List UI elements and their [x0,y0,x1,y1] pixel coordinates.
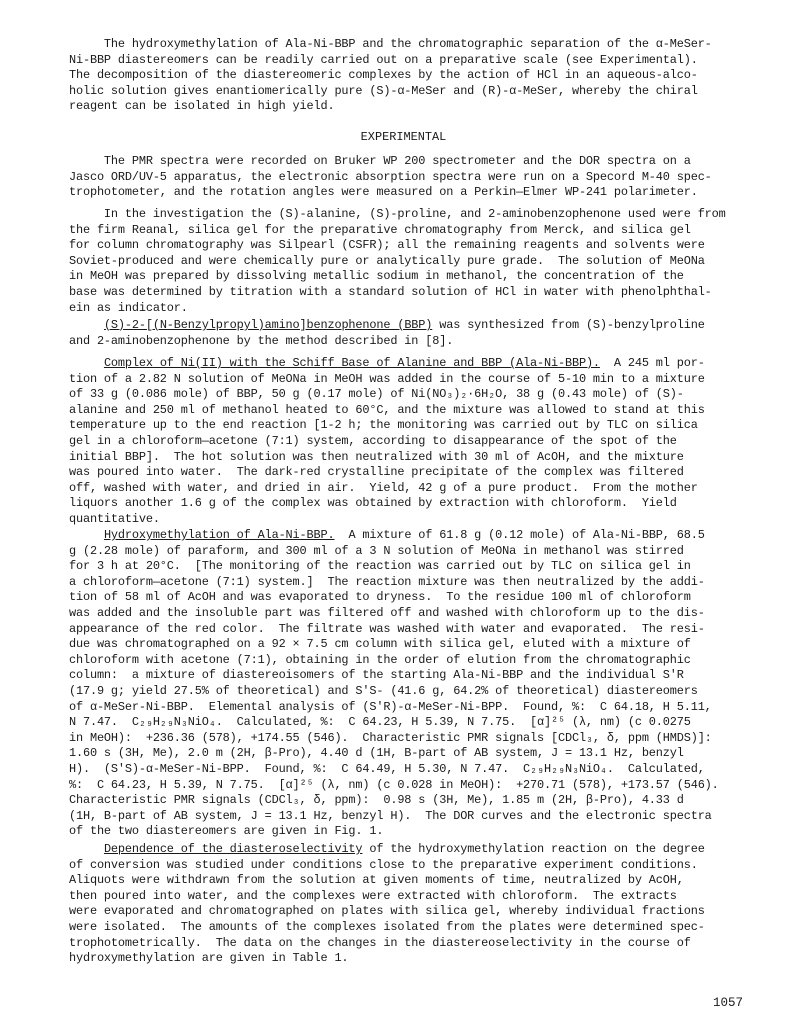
text-line: was added and the insoluble part was filtered off and washed with chloroform up to the dis- [69,605,705,620]
text-line: the firm Reanal, silica gel for the preparative chromatography from Merck, and silica gel [69,222,691,237]
paragraph-title: (S)-2-[(N-Benzylpropyl)amino]benzophenone (BBP) [103,318,433,332]
text-line: of 33 g (0.086 mole) of BBP, 50 g (0.17 mole) of Ni(NO₃)₂·6H₂O, 38 g (0.43 mole) of (S)- [69,387,684,402]
complex-paragraph [69,356,749,528]
text-line: were isolated. The amounts of the complexes isolated from the plates were determined spec- [69,919,705,934]
text-line: and 2-aminobenzophenone by the method described in [8]. [69,333,454,348]
text-line: The hydroxymethylation of Ala-Ni-BBP and the chromatographic separation of the α-MeSer- [69,37,712,51]
text-line: was poured into water. The dark-red crystalline precipitate of the complex was filtered [69,465,684,480]
text-line: base was determined by titration with a standard solution of HCl in water with phenolphthal- [69,284,712,299]
text-line: chloroform with acetone (7:1), obtaining in the order of elution from the chromatographic [69,652,691,667]
page-number: 1057 [713,996,744,1010]
text-line: for 3 h at 20°C. [The monitoring of the reaction was carried out by TLC on silica gel in [69,559,691,574]
text-line: (17.9 g; yield 27.5% of theoretical) and S'S- (41.6 g, 64.2% of theoretical) diastereomers [69,683,698,698]
text-line: hydroxymethylation are given in Table 1. [69,951,349,966]
text-line: initial BBP]. The hot solution was then neutralized with 30 ml of AcOH, and the mixture [69,449,684,464]
text-line: were evaporated and chromatographed on plates with silica gel, whereby individual fractions [69,904,705,919]
text-line: holic solution gives enantiomerically pure (S)-α-MeSer and (R)-α-MeSer, whereby the chiral [69,83,698,98]
bbp-paragraph [69,318,749,349]
text-line: of conversion was studied under conditions close to the preparative experiment conditions. [69,857,698,872]
paragraph-title: Complex of Ni(II) with the Schiff Base of Alanine and BBP (Ala-Ni-BBP). [103,356,600,370]
text-line: ein as indicator. [69,300,188,315]
text-line: appearance of the red color. The filtrate was washed with water and evaporated. The resi- [69,621,705,636]
text-line: Soviet-produced and were chemically pure or analytically pure grade. The solution of MeONa [69,253,705,268]
text-line: %: C 64.23, H 5.39, N 7.75. [α]²⁵ (λ, nm) (c 0.028 in MeOH): +270.71 (578), +173.57 (546). [69,777,719,792]
text-line [69,528,749,544]
text-run: was synthesized from (S)-benzylproline [432,318,705,332]
text-line [69,842,749,858]
text-line: H). (S'S)-α-MeSer-Ni-BPP. Found, %: C 64.49, H 5.30, N 7.47. C₂₉H₂₉N₃NiO₄. Calculated, [69,761,705,776]
text-line: liquors another 1.6 g of the complex was obtained by extraction with chloroform. Yield [69,496,677,511]
text-line [69,356,749,372]
text-run: of the hydroxymethylation reaction on the degree [362,842,705,856]
text-line: in MeOH was prepared by dissolving metallic sodium in methanol, the concentration of the [69,269,684,284]
text-line: temperature up to the end reaction [1-2 h; the monitoring was carried out by TLC on silica [69,418,698,433]
text-run: A mixture of 61.8 g (0.12 mole) of Ala-Ni-BBP, 68.5 [334,528,705,542]
text-line: quantitative. [69,511,160,526]
text-line: (1H, B-part of AB system, J = 13.1 Hz, benzyl H). The DOR curves and the electronic spectra [69,808,712,823]
text-line: column: a mixture of diastereoisomers of the starting Ala-Ni-BBP and the individual S'R [69,668,684,683]
hydroxymethylation-paragraph [69,528,749,840]
text-line: trophotometrically. The data on the changes in the diastereoselectivity in the course of [69,935,691,950]
text-line: gel in a chloroform—acetone (7:1) system, according to disappearance of the spot of the [69,433,677,448]
text-line: 1.60 s (3H, Me), 2.0 m (2H, β-Pro), 4.40 d (1H, B-part of AB system, J = 13.1 Hz, benzyl [69,746,684,761]
text-line: N 7.47. C₂₉H₂₉N₃NiO₄. Calculated, %: C 64.23, H 5.39, N 7.75. [α]²⁵ (λ, nm) (c 0.0275 [69,715,691,730]
text-line: Aliquots were withdrawn from the solution at given moments of time, neutralized by AcOH, [69,873,684,888]
dependence-paragraph [69,842,749,967]
text-line [69,318,749,334]
text-line: a chloroform—acetone (7:1) system.] The reaction mixture was then neutralized by the addi- [69,574,705,589]
text-run: A 245 ml por- [599,356,705,370]
paragraph-title: Dependence of the diasteroselectivity [103,842,363,856]
text-line: tion of 58 ml of AcOH and was evaporated to dryness. To the residue 100 ml of chloroform [69,590,691,605]
text-line: alanine and 250 ml of methanol heated to 60°C, and the mixture was allowed to stand at this [69,402,705,417]
text-line: for column chromatography was Silpearl (CSFR); all the remaining reagents and solvents were [69,238,705,253]
intro-paragraph [69,37,749,115]
text-line: tion of a 2.82 N solution of MeONa in MeOH was added in the course of 5-10 min to a mixture [69,371,705,386]
paragraph-title: Hydroxymethylation of Ala-Ni-BBP. [103,528,335,542]
text-line: then poured into water, and the complexes were extracted with chloroform. The extracts [69,888,677,903]
spectra-paragraph [69,154,749,201]
text-line: in MeOH): +236.36 (578), +174.55 (546). Characteristic PMR signals [CDCl₃, δ, ppm (HMDS)]: [69,730,712,745]
text-line: reagent can be isolated in high yield. [69,99,335,114]
text-line: The PMR spectra were recorded on Bruker WP 200 spectrometer and the DOR spectra on a [69,154,691,168]
text-line: In the investigation the (S)-alanine, (S)-proline, and 2-aminobenzophenone used were from [69,207,726,221]
text-line: of the two diastereomers are given in Fig. 1. [69,824,384,839]
text-line: Characteristic PMR signals (CDCl₃, δ, ppm): 0.98 s (3H, Me), 1.85 m (2H, β-Pro), 4.33 d [69,793,684,808]
text-line: The decomposition of the diastereomeric complexes by the action of HCl in an aqueous-alco- [69,68,698,83]
text-line: due was chromatographed on a 92 × 7.5 cm column with silica gel, eluted with a mixture of [69,637,691,652]
text-line: off, washed with water, and dried in air. Yield, 42 g of a pure product. From the mother [69,480,698,495]
text-line: Jasco ORD/UV-5 apparatus, the electronic absorption spectra were run on a Specord M-40 spec- [69,169,712,184]
text-line: Ni-BBP diastereomers can be readily carried out on a preparative scale (see Experimental). [69,52,698,67]
text-line: trophotometer, and the rotation angles were measured on a Perkin—Elmer WP-241 polarimeter. [69,185,698,200]
section-heading: EXPERIMENTAL [360,130,447,144]
text-line: g (2.28 mole) of paraform, and 300 ml of a 3 N solution of MeONa in methanol was stirred [69,543,684,558]
text-line: of α-MeSer-Ni-BBP. Elemental analysis of (S'R)-α-MeSer-Ni-BPP. Found, %: C 64.18, H 5.11, [69,699,712,714]
reagents-paragraph [69,207,749,316]
